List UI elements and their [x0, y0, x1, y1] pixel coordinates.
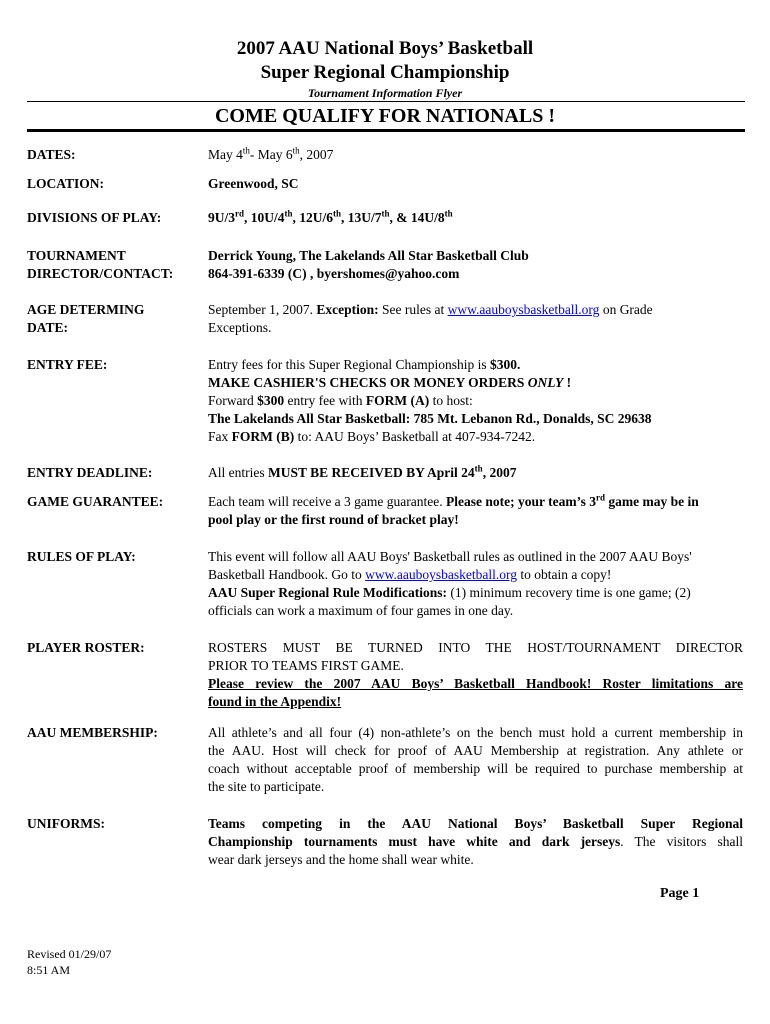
- location-label: LOCATION:: [27, 176, 105, 191]
- membership-label: AAU MEMBERSHIP:: [27, 725, 158, 740]
- deadline-label: ENTRY DEADLINE:: [27, 465, 153, 480]
- guarantee-label: GAME GUARANTEE:: [27, 494, 164, 509]
- deadline-value: All entries MUST BE RECEIVED BY April 24th, 2007: [208, 463, 517, 480]
- guarantee-value: Each team will receive a 3 game guarantee. Please note; your team’s 3rd game may be in pool play or the first round of bracket play!: [208, 492, 699, 527]
- handbook-link[interactable]: www.aauboysbasketball.org: [365, 567, 517, 582]
- rules-label: RULES OF PLAY:: [27, 549, 136, 564]
- page-number: Page 1: [660, 886, 700, 901]
- entry-fee-label: ENTRY FEE:: [27, 357, 108, 372]
- header-rule-bottom: [27, 129, 745, 132]
- document-title-line2: Super Regional Championship: [260, 62, 510, 83]
- divisions-value: 9U/3rd, 10U/4th, 12U/6th, 13U/7th, & 14U/8th: [208, 208, 453, 225]
- document-title-line1: 2007 AAU National Boys’ Basketball: [236, 38, 534, 59]
- uniforms-value: Teams competing in the AAU National Boys’ Basketball Super Regional Championship tournaments must have white and dark jerseys. The visitors shall wear dark jerseys and the home shall wear white.: [208, 816, 743, 867]
- divisions-label: DIVISIONS OF PLAY:: [27, 210, 162, 225]
- director-label: TOURNAMENT DIRECTOR/CONTACT:: [27, 248, 174, 281]
- location-value: Greenwood, SC: [208, 176, 299, 191]
- roster-label: PLAYER ROSTER:: [27, 640, 145, 655]
- age-value: September 1, 2007. Exception: See rules at www.aauboysbasketball.org on Grade Exceptions.: [208, 302, 653, 335]
- rules-value: This event will follow all AAU Boys' Basketball rules as outlined in the 2007 AAU Boys' Basketball Handbook. Go to www.aauboysbasketball.org to obtain a copy! AAU Super Regional Rule Modifications: (1) minimum recovery time is one game; (2) officials can work a maximum of four games in one day.: [208, 549, 692, 618]
- dates-label: DATES:: [27, 147, 76, 162]
- age-label: AGE DETERMING DATE:: [27, 302, 145, 335]
- uniforms-label: UNIFORMS:: [27, 816, 105, 831]
- director-value: Derrick Young, The Lakelands All Star Basketball Club 864-391-6339 (C) , byershomes@yahoo.com: [208, 248, 529, 281]
- headline: COME QUALIFY FOR NATIONALS !: [214, 105, 555, 127]
- dates-value: May 4th- May 6th, 2007: [208, 145, 334, 162]
- membership-value: All athlete’s and all four (4) non-athlete’s on the bench must hold a current membership in the AAU. Host will check for proof of AAU Membership at registration. Any athlete or coach without acceptable proof of membership will be required to purchase membership at the site to participate.: [208, 725, 743, 794]
- header-rule-top: [27, 101, 745, 102]
- entry-fee-value: Entry fees for this Super Regional Championship is $300. MAKE CASHIER'S CHECKS OR MONEY ORDERS ONLY ! Forward $300 entry fee with FORM (A) to host: The Lakelands All Star Basketball: 785 Mt. Lebanon Rd., Donalds, SC 29638 Fax FORM (B) to: AAU Boys’ Basketball at 407-934-7242.: [208, 357, 652, 444]
- revision-stamp: Revised 01/29/07 8:51 AM: [27, 947, 112, 977]
- rules-link[interactable]: www.aauboysbasketball.org: [447, 302, 600, 317]
- document-subtitle: Tournament Information Flyer: [307, 86, 463, 100]
- roster-value: ROSTERS MUST BE TURNED INTO THE HOST/TOURNAMENT DIRECTOR PRIOR TO TEAMS FIRST GAME. Please review the 2007 AAU Boys’ Basketball Handbook! Roster limitations are found in the Appendix!: [208, 640, 743, 709]
